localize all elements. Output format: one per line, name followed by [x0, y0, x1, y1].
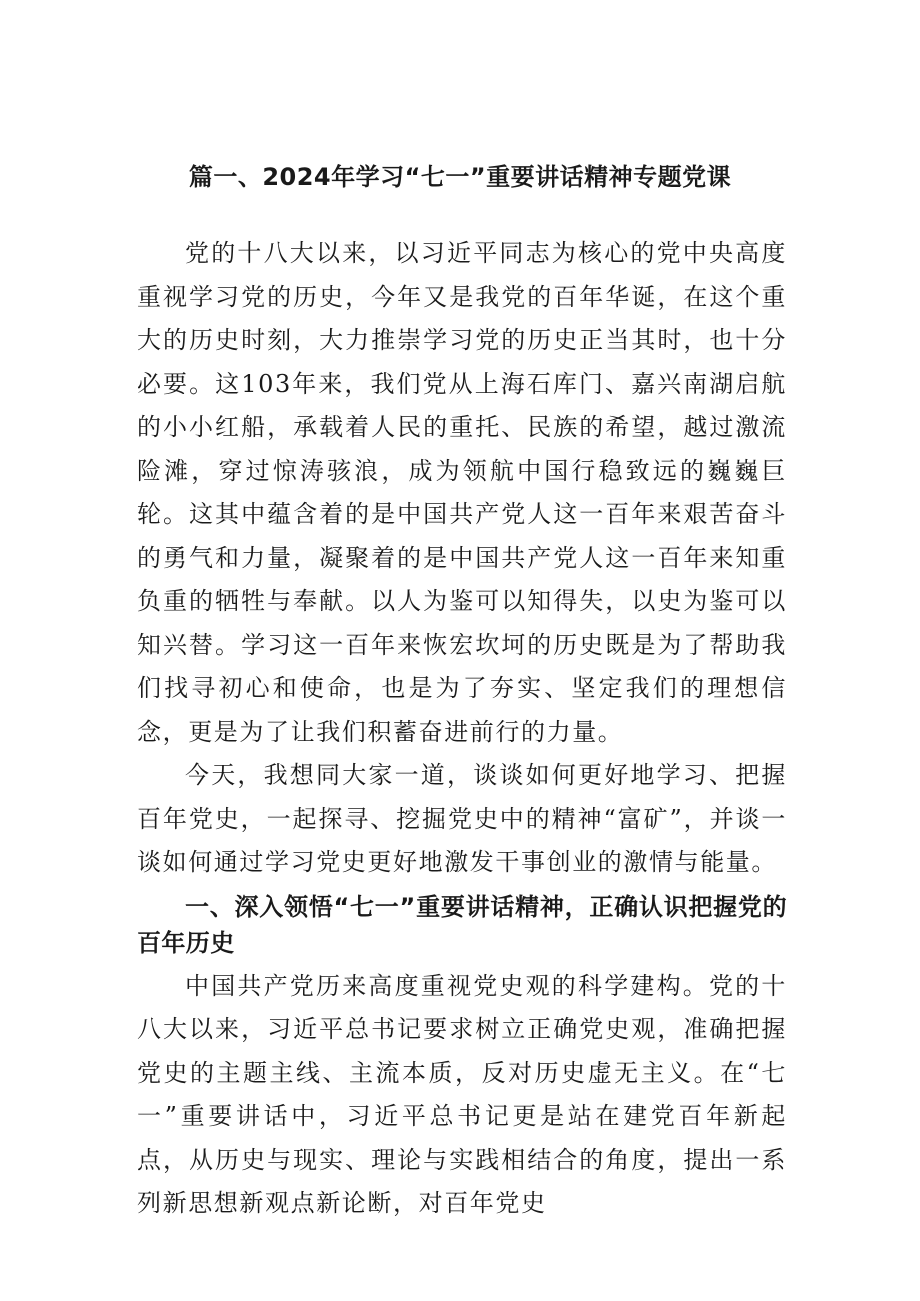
- document-title: 篇一、2024年学习“七一”重要讲话精神专题党课: [188, 163, 732, 191]
- document-body: [137, 232, 787, 1226]
- section-heading: 一、深入领悟“七一”重要讲话精神，正确认识把握党的百年历史: [137, 892, 787, 957]
- section-paragraph: 中国共产党历来高度重视党史观的科学建构。党的十八大以来，习近平总书记要求树立正确党史观，准确把握党史的主题主线、主流本质，反对历史虚无主义。在“七一”重要讲话中，习近平总书记更是站在建党百年新起点，从历史与现实、理论与实践相结合的角度，提出一系列新思想新观点新论断，对百年党史: [137, 971, 787, 1217]
- body-paragraph-2: 今天，我想同大家一道，谈谈如何更好地学习、把握百年党史，一起探寻、挖掘党史中的精神“富矿”，并谈一谈如何通过学习党史更好地激发干事创业的激情与能量。: [137, 761, 787, 876]
- body-paragraph-1: 党的十八大以来，以习近平同志为核心的党中央高度重视学习党的历史，今年又是我党的百年华诞，在这个重大的历史时刻，大力推崇学习党的历史正当其时，也十分必要。这103年来，我们党从上海石库门、嘉兴南湖启航的小小红船，承载着人民的重托、民族的希望，越过激流险滩，穿过惊涛骇浪，成为领航中国行稳致远的巍巍巨轮。这其中蕴含着的是中国共产党人这一百年来艰苦奋斗的勇气和力量，凝聚着的是中国共产党人这一百年来知重负重的牺牲与奉献。以人为鉴可以知得失，以史为鉴可以知兴替。学习这一百年来恢宏坎坷的历史既是为了帮助我们找寻初心和使命，也是为了夯实、坚定我们的理想信念，更是为了让我们积蓄奋进前行的力量。: [137, 239, 787, 746]
